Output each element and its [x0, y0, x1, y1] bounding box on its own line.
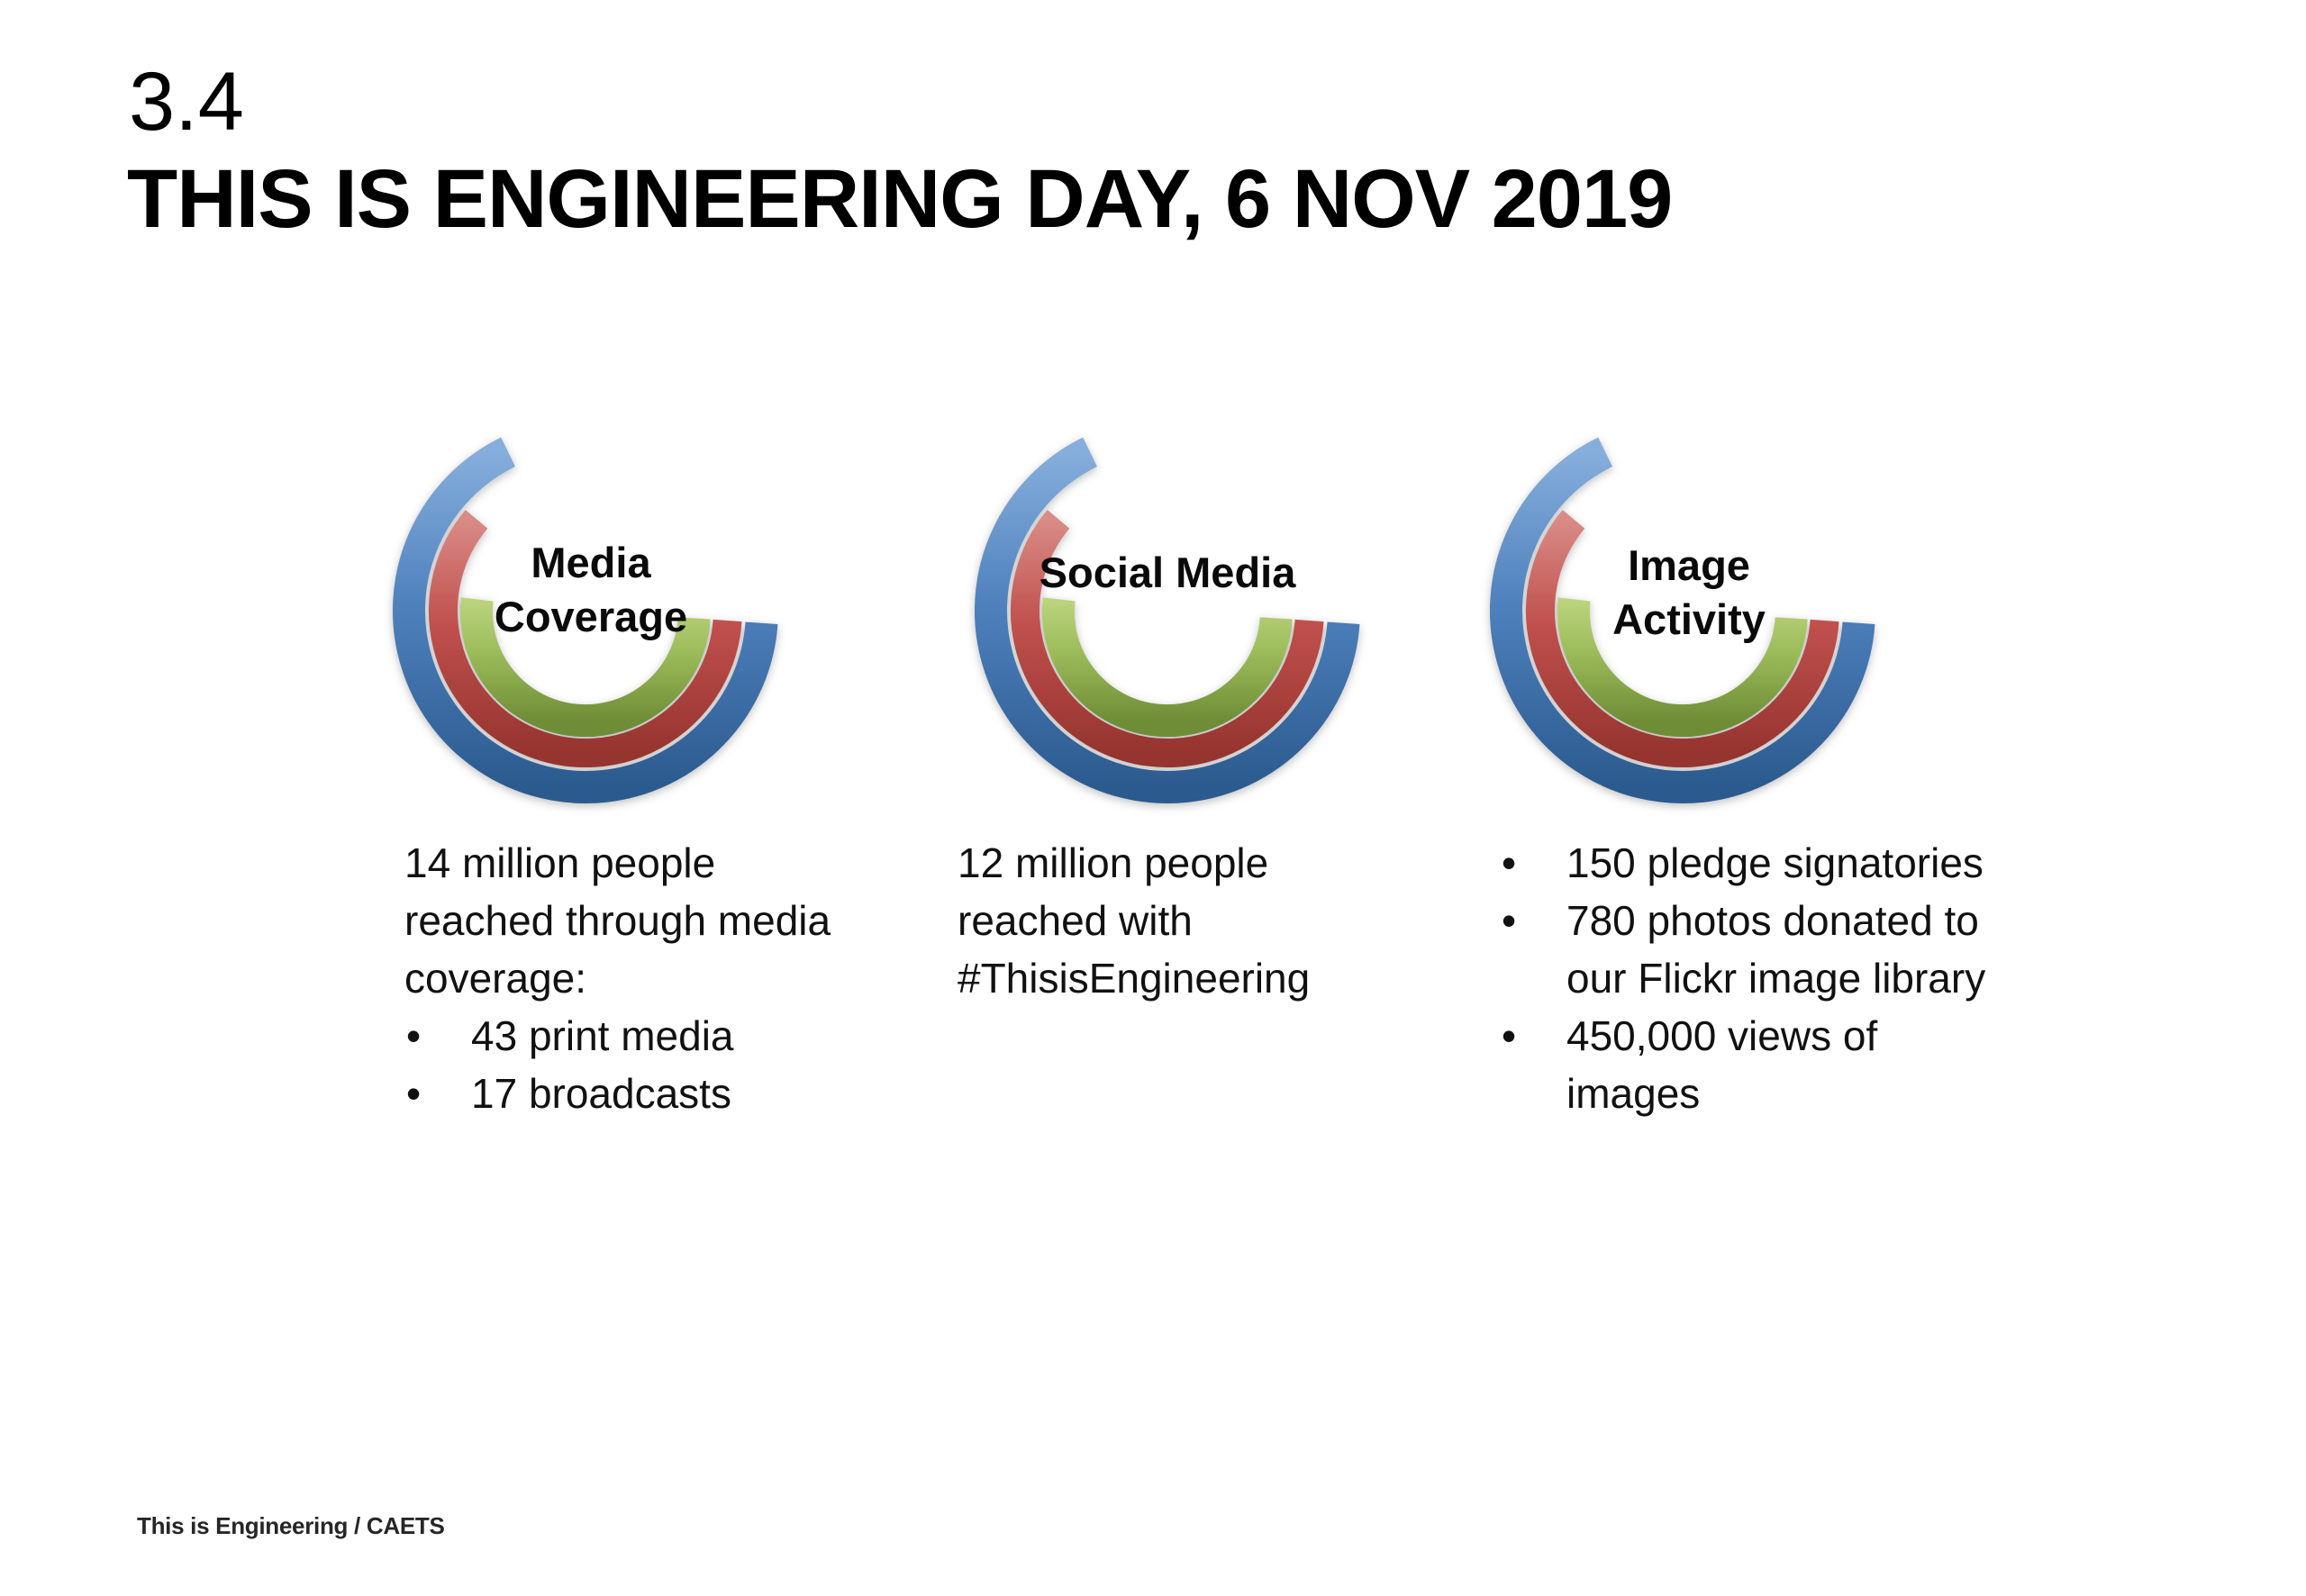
image-activity-stats: [1500, 834, 1986, 1122]
circle-label-line: Social Media: [1039, 549, 1296, 596]
panel-image-activity: [1484, 423, 1881, 811]
bullet-icon: •: [1502, 839, 1517, 886]
bullet-text: 780 photos donated to our Flickr image library: [1566, 897, 1986, 1002]
page-title: THIS IS ENGINEERING DAY, 6 NOV 2019: [127, 153, 1673, 245]
circle-label-line: Image: [1628, 541, 1750, 589]
bullet-text: 43 print media: [471, 1012, 734, 1059]
footer-credit: This is Engineering / CAETS: [137, 1512, 445, 1539]
bullet-item: [1500, 834, 1989, 892]
circle-label-line: Activity: [1612, 595, 1766, 643]
bullet-icon: •: [406, 1012, 422, 1059]
bullet-item: [1500, 892, 1989, 1007]
bullet-item: [404, 1007, 846, 1065]
circle-label-image-activity: [1491, 539, 1887, 647]
bullet-icon: •: [1502, 1012, 1517, 1059]
panel-media-coverage: [387, 423, 784, 811]
bullet-item: [404, 1065, 846, 1122]
stats-paragraph: 12 million people reached with #ThisisEngineering: [958, 839, 1311, 1002]
circle-label-social-media: [969, 546, 1366, 600]
section-number: 3.4: [129, 56, 244, 148]
bullet-list: [1500, 834, 1986, 1122]
bullet-icon: •: [1502, 897, 1517, 944]
inner-green-arc: [1058, 599, 1276, 721]
bullet-icon: •: [406, 1070, 422, 1117]
bullet-text: 150 pledge signatories: [1566, 839, 1984, 886]
social-media-stats: [958, 834, 1363, 1007]
social-media-rings-graphic: [969, 423, 1366, 811]
bullet-text: 17 broadcasts: [471, 1070, 731, 1117]
circle-label-line: Media: [531, 539, 651, 586]
media-coverage-stats: [404, 834, 846, 1122]
stats-paragraph: 14 million people reached through media coverage:: [404, 839, 831, 1002]
bullet-item: [1500, 1007, 1989, 1122]
circle-label-line: Coverage: [494, 593, 688, 640]
bullet-list: [404, 1007, 846, 1122]
circle-label-media-coverage: [393, 536, 789, 644]
bullet-text: 450,000 views of images: [1566, 1012, 1878, 1117]
panel-social-media: [969, 423, 1366, 811]
